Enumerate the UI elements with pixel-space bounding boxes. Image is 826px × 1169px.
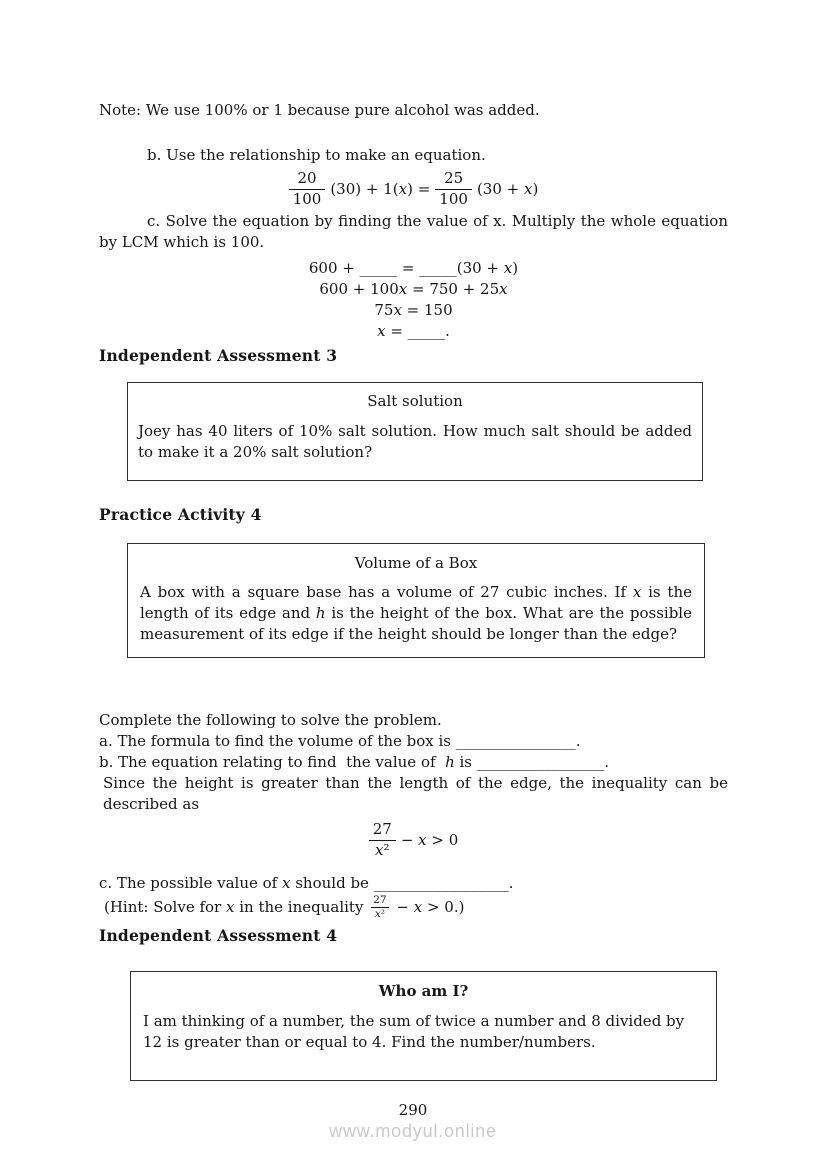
- fraction-denominator: x²: [374, 908, 385, 920]
- complete-item-b: b. The equation relating to find the value of h is _________________.: [99, 753, 610, 771]
- watermark: www.modyul.online: [329, 1121, 497, 1141]
- heading-independent-assessment-3: Independent Assessment 3: [99, 346, 338, 365]
- complete-item-c: c. The possible value of x should be __________________.: [99, 874, 514, 892]
- solution-line: 600 + 100x = 750 + 25x: [319, 280, 508, 298]
- salt-solution-title: Salt solution: [367, 392, 463, 410]
- complete-item-a: a. The formula to find the volume of the box is ________________.: [99, 732, 581, 750]
- who-am-i-problem: I am thinking of a number, the sum of twice a number and 8 divided by 12 is greater than or equal to 4. Find the number/numbers.: [143, 1012, 685, 1051]
- equation-tail: (30 + x): [476, 179, 539, 198]
- fraction-denominator: 100: [292, 190, 322, 208]
- heading-practice-activity-4: Practice Activity 4: [99, 505, 262, 524]
- fraction-27-x2: [369, 820, 396, 860]
- since-paragraph: Since the height is greater than the length of the edge, the inequality can be described as: [103, 774, 728, 813]
- volume-of-a-box-box: [127, 543, 705, 658]
- page-content: [99, 100, 728, 1081]
- hint-tail: − x > 0.): [396, 898, 465, 916]
- fraction-numerator: 27: [373, 894, 387, 906]
- solution-line: x = _____.: [377, 322, 450, 340]
- salt-solution-problem: Joey has 40 liters of 10% salt solution. How much salt should be added to make it a 20% salt solution?: [138, 422, 692, 461]
- volume-box-title: Volume of a Box: [354, 554, 478, 572]
- page-number: 290: [398, 1101, 428, 1119]
- hint-line: [99, 895, 728, 921]
- equation-middle: (30) + 1(x) =: [330, 179, 431, 198]
- fraction-numerator: 27: [369, 820, 396, 841]
- complete-intro-line: Complete the following to solve the problem.: [99, 711, 442, 729]
- solution-line: 600 + _____ = _____(30 + x): [308, 259, 519, 277]
- fraction-numerator: 25: [435, 169, 472, 190]
- note-line: Note: We use 100% or 1 because pure alcohol was added.: [99, 101, 540, 119]
- who-am-i-box: [130, 971, 717, 1081]
- fraction-denominator: x²: [375, 841, 390, 859]
- inequality-tail: − x > 0: [400, 830, 459, 849]
- salt-solution-box: [127, 382, 703, 481]
- fraction-numerator: 20: [289, 169, 326, 190]
- solution-steps: [99, 258, 728, 342]
- step-c-paragraph: c. Solve the equation by finding the value of x. Multiply the whole equation by LCM which is 100.: [99, 212, 728, 251]
- solution-line: 75x = 150: [374, 301, 453, 319]
- mixture-equation: [99, 169, 728, 209]
- who-am-i-title: Who am I?: [378, 982, 469, 1000]
- inequality-display: [99, 820, 728, 860]
- hint-text: (Hint: Solve for x in the inequality: [104, 898, 364, 916]
- step-b-line: b. Use the relationship to make an equation.: [147, 146, 486, 164]
- heading-independent-assessment-4: Independent Assessment 4: [99, 926, 338, 945]
- hint-fraction-27-x2: [371, 894, 388, 920]
- fraction-denominator: 100: [439, 190, 468, 208]
- volume-box-problem: A box with a square base has a volume of 27 cubic inches. If x is the length of its edge and h is the height of the box. What are the possible measurement of its edge if the height should be longer than the edge?: [140, 583, 692, 643]
- fraction-25-100: [435, 169, 472, 209]
- fraction-20-100: [289, 169, 326, 209]
